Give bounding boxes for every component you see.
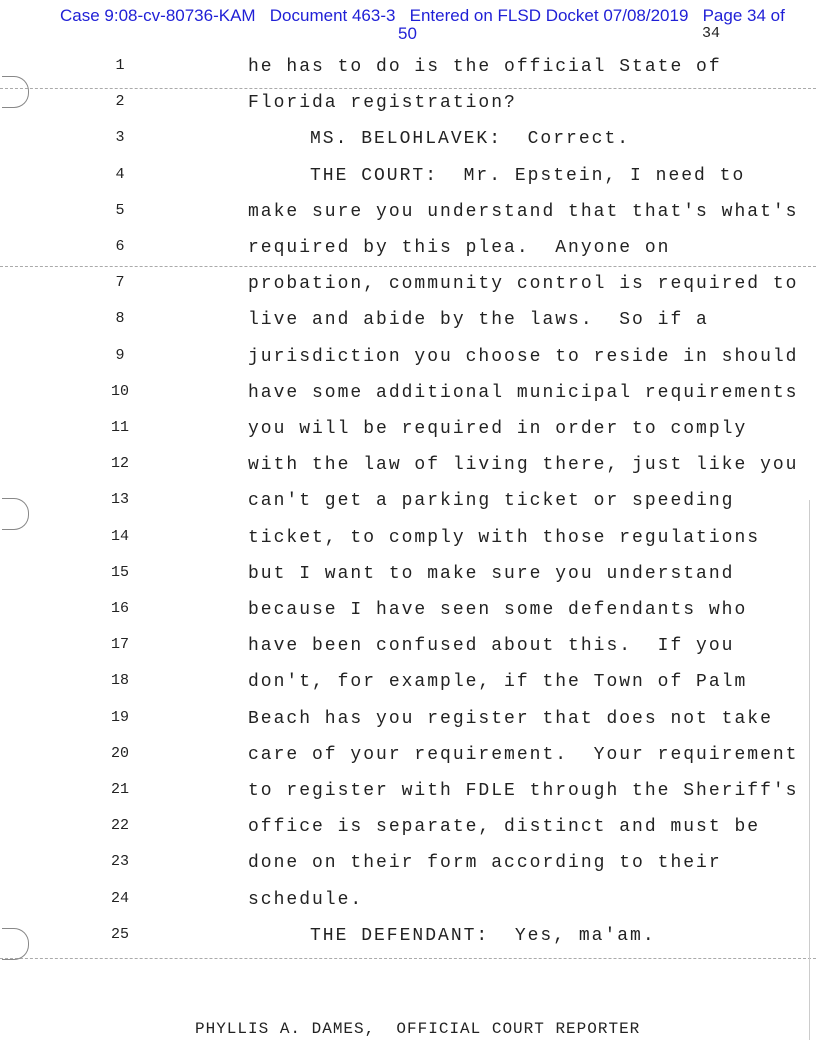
line-text: have been confused about this. If you: [248, 636, 735, 657]
line-text: can't get a parking ticket or speeding: [248, 491, 735, 512]
transcript-page-number: 34: [702, 25, 721, 42]
line-number: 10: [110, 382, 129, 400]
punch-hole-mark: [2, 498, 29, 530]
line-text: have some additional municipal requirements: [248, 382, 799, 403]
line-number: 22: [110, 817, 129, 835]
line-text: he has to do is the official State of: [248, 57, 722, 77]
line-number: 2: [115, 93, 125, 111]
transcript-line: [0, 709, 816, 739]
line-text: MS. BELOHLAVEK: Correct.: [310, 129, 631, 150]
line-number: 15: [110, 563, 129, 581]
transcript-line: [0, 238, 816, 268]
transcript-line: [0, 890, 816, 920]
transcript-line: [0, 93, 816, 123]
case-number: Case 9:08-cv-80736-KAM: [60, 6, 256, 25]
line-number: 5: [115, 201, 125, 219]
transcript-line: [0, 564, 816, 594]
transcript-line: [0, 528, 816, 558]
line-text: Florida registration?: [248, 93, 517, 114]
line-number: 16: [110, 600, 129, 617]
line-number: 1: [115, 57, 125, 74]
transcript-line: [0, 926, 816, 956]
line-text: THE COURT: Mr. Epstein, I need to: [310, 165, 746, 186]
line-text: THE DEFENDANT: Yes, ma'am.: [310, 925, 656, 946]
line-number: 13: [110, 491, 129, 509]
line-number: 11: [110, 419, 129, 436]
line-number: 25: [110, 925, 129, 943]
transcript-line: [0, 672, 816, 702]
transcript-line: [0, 636, 816, 666]
transcript-line: [0, 347, 816, 377]
transcript-line: [0, 455, 816, 485]
page-total: 50: [398, 24, 417, 43]
line-number: 8: [115, 310, 125, 328]
line-text: required by this plea. Anyone on: [248, 238, 671, 258]
line-number: 9: [115, 346, 125, 364]
line-text: with the law of living there, just like you: [248, 455, 799, 476]
line-text: care of your requirement. Your requirement: [248, 744, 799, 765]
line-text: office is separate, distinct and must be: [248, 817, 761, 838]
margin-line: [809, 500, 810, 1040]
line-number: 20: [110, 744, 129, 762]
transcript-line: [0, 491, 816, 521]
transcript-line: [0, 817, 816, 847]
transcript-line: [0, 600, 816, 630]
transcript-line: [0, 383, 816, 413]
line-text: ticket, to comply with those regulations: [248, 527, 761, 548]
line-number: 7: [115, 274, 125, 292]
entered-date: Entered on FLSD Docket 07/08/2019: [409, 6, 689, 25]
line-number: 24: [110, 889, 129, 907]
transcript-line: [0, 129, 816, 159]
line-number: 4: [115, 165, 125, 183]
line-number: 12: [110, 455, 129, 473]
line-text: probation, community control is required to: [248, 274, 799, 295]
line-number: 6: [115, 238, 125, 255]
punch-hole-mark: [2, 928, 29, 960]
line-text: don't, for example, if the Town of Palm: [248, 672, 748, 693]
transcript-line: [0, 166, 816, 196]
line-text: make sure you understand that that's what's: [248, 201, 799, 222]
line-text: jurisdiction you choose to reside in should: [248, 346, 799, 367]
transcript-line: [0, 745, 816, 775]
line-text: schedule.: [248, 889, 364, 910]
line-number: 21: [110, 781, 129, 798]
transcript-line: [0, 419, 816, 449]
transcript-line: [0, 202, 816, 232]
line-text: because I have seen some defendants who: [248, 600, 748, 620]
page-indicator: Page 34 of: [702, 6, 785, 25]
line-text: to register with FDLE through the Sheriff's: [248, 781, 799, 801]
line-text: done on their form according to their: [248, 853, 722, 874]
transcript-line: [0, 781, 816, 811]
line-number: 14: [110, 527, 129, 545]
line-text: live and abide by the laws. So if a: [248, 310, 709, 331]
filing-header: [60, 6, 785, 26]
line-number: 19: [110, 708, 129, 726]
divider: [0, 958, 816, 959]
line-text: Beach has you register that does not take: [248, 708, 773, 729]
line-number: 3: [115, 129, 125, 147]
transcript-line: [0, 853, 816, 883]
divider: [0, 266, 816, 267]
court-reporter-footer: PHYLLIS A. DAMES, OFFICIAL COURT REPORTER: [195, 1020, 641, 1038]
transcript-line: [0, 274, 816, 304]
transcript-line: [0, 310, 816, 340]
line-number: 18: [110, 672, 129, 690]
divider: [0, 88, 816, 89]
line-number: 23: [110, 853, 129, 871]
line-text: you will be required in order to comply: [248, 419, 748, 439]
transcript-line: [0, 57, 816, 87]
punch-hole-mark: [2, 76, 29, 108]
line-number: 17: [110, 636, 129, 654]
line-text: but I want to make sure you understand: [248, 563, 735, 584]
document-number: Document 463-3: [269, 6, 396, 25]
